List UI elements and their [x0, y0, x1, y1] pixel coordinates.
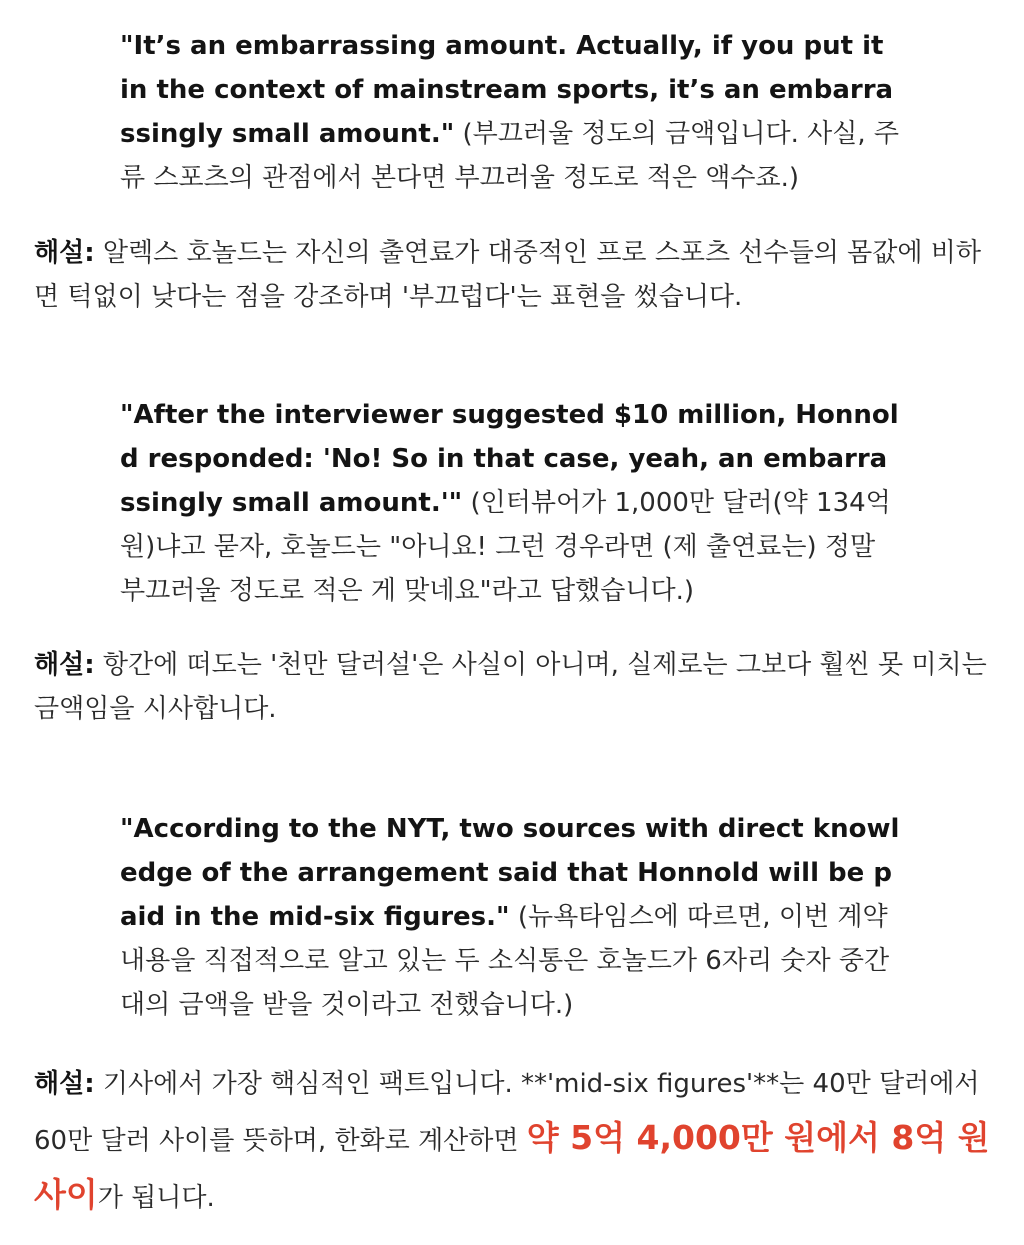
note-1 [34, 231, 990, 319]
quote-3-english: "According to the NYT, two sources with direct knowledge of the arrangement said that Honnold will be paid in the mid-six figures." [120, 814, 900, 932]
quote-1-korean: (부끄러울 정도의 금액입니다. 사실, 주류 스포츠의 관점에서 본다면 부끄러울 정도로 적은 액수죠.) [120, 119, 900, 193]
note-3 [34, 1057, 990, 1225]
quote-2-english: "After the interviewer suggested $10 million, Honnold responded: 'No! So in that case, yeah, an embarrassingly small amount.'" [120, 400, 899, 518]
note-3-text: 기사에서 가장 핵심적인 팩트입니다. **'mid-six figures'**는 40만 달러에서 60만 달러 사이를 뜻하며, 한화로 계산하면 [34, 1069, 980, 1156]
note-1-label: 해설: [34, 238, 95, 268]
quote-3 [120, 807, 900, 1027]
note-3-highlight: 약 5억 4,000만 원에서 8억 원 사이 [34, 1118, 990, 1214]
note-2 [34, 643, 990, 731]
quote-2 [120, 393, 900, 613]
quote-1 [120, 24, 900, 200]
quote-2-korean: (인터뷰어가 1,000만 달러(약 134억 원)냐고 묻자, 호놀드는 "아니요! 그런 경우라면 (제 출연료는) 정말 부끄러울 정도로 적은 게 맞네요"라고 답했습니다.) [120, 488, 891, 606]
quote-1-english: "It’s an embarrassing amount. Actually, if you put it in the context of mainstream sports, it’s an embarrassingly small amount." [120, 31, 894, 149]
note-3-text-after: 가 됩니다. [97, 1183, 215, 1213]
note-3-label: 해설: [34, 1069, 95, 1099]
quote-3-korean: (뉴욕타임스에 따르면, 이번 계약 내용을 직접적으로 알고 있는 두 소식통은 호놀드가 6자리 숫자 중간대의 금액을 받을 것이라고 전했습니다.) [120, 902, 890, 1020]
note-2-label: 해설: [34, 650, 95, 680]
note-2-text: 항간에 떠도는 '천만 달러설'은 사실이 아니며, 실제로는 그보다 훨씬 못 미치는 금액임을 시사합니다. [34, 650, 987, 724]
note-1-text: 알렉스 호놀드는 자신의 출연료가 대중적인 프로 스포츠 선수들의 몸값에 비하면 턱없이 낮다는 점을 강조하며 '부끄럽다'는 표현을 썼습니다. [34, 238, 981, 312]
